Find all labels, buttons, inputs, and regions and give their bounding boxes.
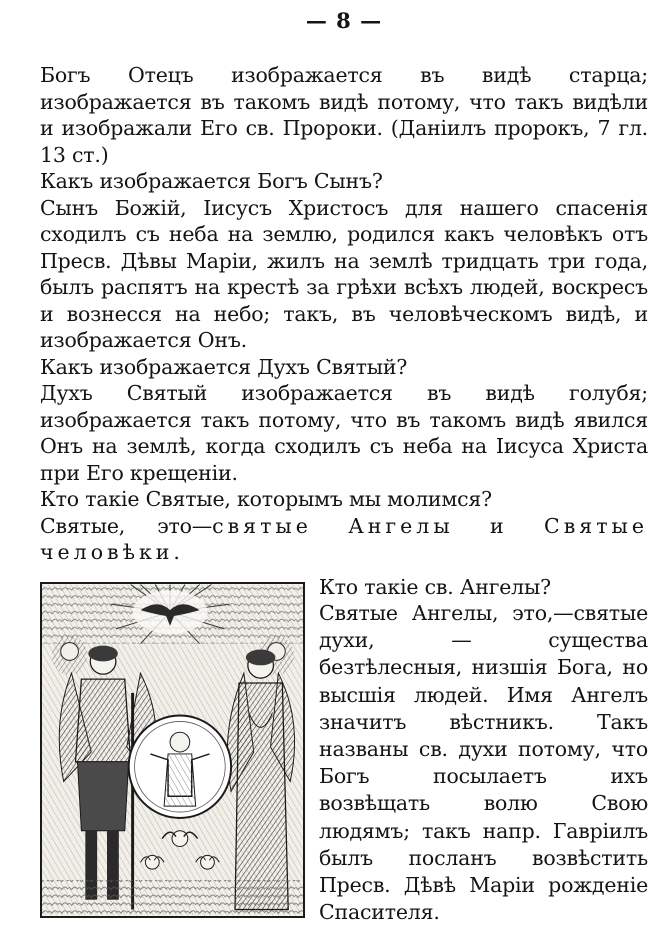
angels-section <box>40 574 648 927</box>
book-page <box>40 6 648 942</box>
angels-engraving <box>40 582 305 918</box>
paragraph-angels: Святые Ангелы, это,—святые духи, — существа безтѣлесныя, низшія Бога, но высшія людей. Имя Ангелъ значитъ вѣстникъ. Такъ названы св. духи потому, что Богъ посылаетъ ихъ возвѣщать волю Свою людямъ; такъ напр. Гавріилъ былъ посланъ возвѣстить Пресв. Дѣвѣ Маріи рожденіе Спасителя. <box>319 601 648 925</box>
angels-text-column <box>319 574 648 927</box>
page-number: — 8 — <box>305 8 383 33</box>
question-holy-spirit: Какъ изображается Духъ Святый? <box>40 354 408 379</box>
angels-engraving-image <box>42 584 303 916</box>
paragraph-saints-lead: Святые, это— <box>40 513 213 538</box>
paragraph-god-father: Богъ Отецъ изображается въ видѣ старца; изображается въ такомъ видѣ потому, что такъ видѣли и изображали Его св. Пророки. (Даніилъ пророкъ, 7 гл. 13 ст.) <box>40 63 648 167</box>
paragraph-god-son: Сынъ Божій, Іисусъ Христосъ для нашего спасенія сходилъ съ неба на землю, родился какъ человѣкъ отъ Пресв. Дѣвы Маріи, жилъ на землѣ тридцать три года, былъ распятъ на крестѣ за грѣхи всѣхъ людей, воскресъ и вознесся на небо; такъ, въ человѣческомъ видѣ, и изображается Онъ. <box>40 195 648 352</box>
question-angels: Кто такіе св. Ангелы? <box>319 574 551 599</box>
question-god-son: Какъ изображается Богъ Сынъ? <box>40 169 383 193</box>
infant-christ-icon <box>129 715 231 817</box>
paragraph-saints-spaced: святые Ангелы и Святые человѣки. <box>40 513 648 564</box>
paragraph-holy-spirit: Духъ Святый изображается въ видѣ голубя; изображается такъ потому, что въ такомъ видѣ явился Онъ на землѣ, когда сходилъ съ неба на Іисуса Христа при Его крещеніи. <box>40 381 648 485</box>
paragraph-saints <box>40 513 648 566</box>
question-saints: Кто такіе Святые, которымъ мы молимся? <box>40 487 492 511</box>
